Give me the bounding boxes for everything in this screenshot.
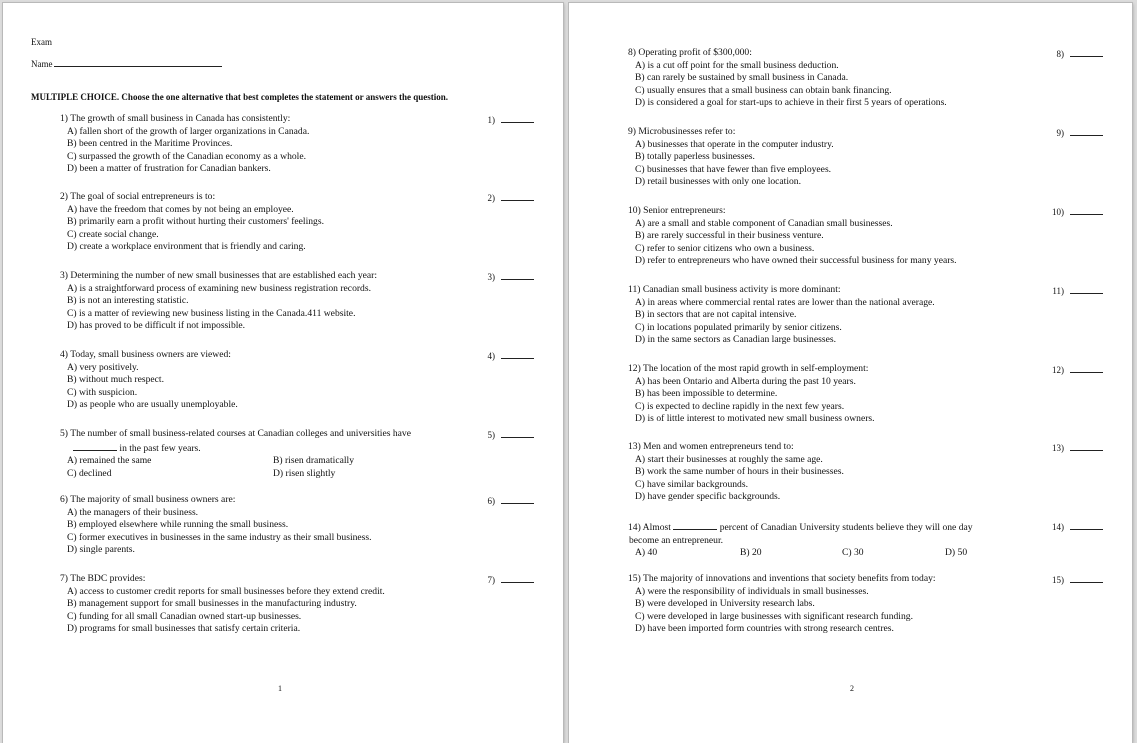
answer-blank <box>1052 363 1103 377</box>
question-stem: 5) The number of small business-related courses at Canadian colleges and universities have <box>60 428 411 439</box>
page-number: 2 <box>850 684 854 693</box>
option-c: C) usually ensures that a small business can obtain bank financing. <box>635 84 892 96</box>
option-d: D) risen slightly <box>273 467 336 479</box>
question-15 <box>628 573 1064 636</box>
answer-blank <box>1052 284 1103 298</box>
option-a: A) in areas where commercial rental rates are lower than the national average. <box>635 296 935 308</box>
question-3 <box>60 270 495 333</box>
question-stem-head: 14) Almost <box>628 522 671 533</box>
question-stem: 2) The goal of social entrepreneurs is to: <box>60 191 216 202</box>
fill-in-blank <box>73 441 117 451</box>
answer-number: 15) <box>1052 575 1064 585</box>
option-c: C) refer to senior citizens who own a business. <box>635 242 815 254</box>
answer-blank <box>488 573 535 587</box>
answer-number: 14) <box>1052 522 1064 532</box>
exam-label: Exam <box>31 37 52 47</box>
question-12 <box>628 363 1064 426</box>
question-stem <box>628 520 1060 535</box>
question-stem: 12) The location of the most rapid growth in self-employment: <box>628 363 869 374</box>
option-b: B) can rarely be sustained by small business in Canada. <box>635 72 849 84</box>
option-c: C) have similar backgrounds. <box>635 478 748 490</box>
question-stem: 7) The BDC provides: <box>60 573 146 584</box>
answer-line <box>1070 284 1103 294</box>
answer-number: 4) <box>487 351 495 361</box>
answer-blank <box>1052 205 1103 219</box>
option-d: D) have been imported form countries with strong research centres. <box>635 623 894 635</box>
option-c: C) former executives in businesses in the same industry as their small business. <box>67 531 372 543</box>
answer-line <box>501 573 534 583</box>
options-grid <box>628 547 1060 560</box>
question-5 <box>60 428 495 480</box>
fill-in-blank <box>673 520 717 530</box>
option-d: D) programs for small businesses that satisfy certain criteria. <box>67 623 301 635</box>
option-c: C) 30 <box>842 547 864 559</box>
answer-blank <box>488 494 535 508</box>
option-b: B) been centred in the Maritime Provinces. <box>67 138 233 150</box>
answer-blank <box>1052 520 1103 534</box>
option-c: C) in locations populated primarily by senior citizens. <box>635 321 842 333</box>
answer-blank <box>488 113 535 127</box>
answer-number: 6) <box>487 496 495 506</box>
answer-line <box>1070 205 1103 215</box>
option-b: B) were developed in University research labs. <box>635 598 815 610</box>
answer-number: 13) <box>1052 443 1064 453</box>
answer-blank <box>488 349 535 363</box>
answer-blank <box>488 270 535 284</box>
question-11 <box>628 284 1064 347</box>
answer-line <box>1070 573 1103 583</box>
option-a: A) very positively. <box>67 361 139 373</box>
answer-number: 11) <box>1052 286 1064 296</box>
question-9 <box>628 126 1064 189</box>
question-stem-tail: in the past few years. <box>119 442 201 454</box>
option-c: C) is expected to decline rapidly in the next few years. <box>635 400 845 412</box>
option-b: B) primarily earn a profit without hurting their customers' feelings. <box>67 216 324 228</box>
answer-number: 3) <box>487 272 495 282</box>
option-a: A) have the freedom that comes by not being an employee. <box>67 203 294 215</box>
answer-number: 8) <box>1056 49 1064 59</box>
answer-line <box>501 270 534 280</box>
answer-number: 2) <box>487 193 495 203</box>
option-b: B) work the same number of hours in their businesses. <box>635 466 844 478</box>
answer-line <box>1070 363 1103 373</box>
answer-line <box>1070 126 1103 136</box>
question-2 <box>60 191 495 254</box>
option-d: D) has proved to be difficult if not impossible. <box>67 320 246 332</box>
question-10 <box>628 205 1064 268</box>
option-c: C) were developed in large businesses with significant research funding. <box>635 610 913 622</box>
answer-line <box>1070 47 1103 57</box>
exam-page-1 <box>3 3 563 743</box>
option-b: B) are rarely successful in their business venture. <box>635 230 824 242</box>
name-field <box>31 58 222 69</box>
option-d: D) create a workplace environment that is friendly and caring. <box>67 241 306 253</box>
option-c: C) create social change. <box>67 228 159 240</box>
answer-number: 5) <box>487 430 495 440</box>
option-b: B) without much respect. <box>67 374 164 386</box>
option-b: B) in sectors that are not capital intensive. <box>635 309 797 321</box>
question-14 <box>628 520 1064 560</box>
question-stem-continued: become an entrepreneur. <box>629 534 724 546</box>
options-grid <box>60 455 491 480</box>
answer-line <box>501 191 534 201</box>
option-a: A) is a straightforward process of examining new business registration records. <box>67 282 371 294</box>
question-stem: 10) Senior entrepreneurs: <box>628 205 726 216</box>
option-a: A) are a small and stable component of Canadian small businesses. <box>635 217 893 229</box>
option-b: B) employed elsewhere while running the small business. <box>67 519 289 531</box>
option-a: A) were the responsibility of individuals in small businesses. <box>635 585 869 597</box>
answer-line <box>501 494 534 504</box>
option-c: C) surpassed the growth of the Canadian economy as a whole. <box>67 150 306 162</box>
option-a: A) start their businesses at roughly the same age. <box>635 453 823 465</box>
question-stem: 13) Men and women entrepreneurs tend to: <box>628 441 794 452</box>
option-b: B) has been impossible to determine. <box>635 388 778 400</box>
answer-blank <box>1057 126 1104 140</box>
option-b: B) 20 <box>740 547 762 559</box>
option-a: A) businesses that operate in the computer industry. <box>635 138 834 150</box>
question-13 <box>628 441 1064 504</box>
option-c: C) is a matter of reviewing new business listing in the Canada.411 website. <box>67 307 356 319</box>
option-d: D) is considered a goal for start-ups to achieve in their first 5 years of operations. <box>635 97 947 109</box>
option-b: B) is not an interesting statistic. <box>67 295 189 307</box>
answer-line <box>501 349 534 359</box>
option-d: D) single parents. <box>67 544 135 556</box>
option-a: A) fallen short of the growth of larger organizations in Canada. <box>67 125 310 137</box>
answer-number: 10) <box>1052 207 1064 217</box>
option-c: C) with suspicion. <box>67 386 138 398</box>
answer-line <box>501 113 534 123</box>
option-a: A) has been Ontario and Alberta during the past 10 years. <box>635 375 856 387</box>
answer-number: 12) <box>1052 365 1064 375</box>
question-stem: 3) Determining the number of new small businesses that are established each year: <box>60 270 378 281</box>
option-d: D) 50 <box>945 547 968 559</box>
option-c: C) funding for all small Canadian owned start-up businesses. <box>67 610 302 622</box>
option-d: D) as people who are usually unemployable. <box>67 399 238 411</box>
option-d: D) have gender specific backgrounds. <box>635 491 781 503</box>
question-stem: 11) Canadian small business activity is more dominant: <box>628 284 841 295</box>
question-stem: 6) The majority of small business owners are: <box>60 494 236 505</box>
question-stem: 1) The growth of small business in Canada has consistently: <box>60 113 291 124</box>
page-number: 1 <box>278 684 282 693</box>
name-label: Name <box>31 59 53 69</box>
option-c: C) declined <box>67 467 112 479</box>
answer-blank <box>488 191 535 205</box>
question-stem-continued <box>60 441 491 456</box>
answer-number: 7) <box>487 575 495 585</box>
answer-blank <box>1052 573 1103 587</box>
answer-number: 1) <box>487 115 495 125</box>
answer-line <box>1070 441 1103 451</box>
answer-blank <box>1057 47 1104 61</box>
answer-line <box>1070 520 1103 530</box>
option-b: B) management support for small businesses in the manufacturing industry. <box>67 598 357 610</box>
answer-blank <box>488 428 535 442</box>
answer-blank <box>1052 441 1103 455</box>
instructions: MULTIPLE CHOICE. Choose the one alternative that best completes the statement or answers the question. <box>31 92 448 102</box>
name-blank-line <box>54 58 222 67</box>
question-stem-tail: percent of Canadian University students believe they will one day <box>719 522 973 533</box>
option-a: A) 40 <box>635 547 658 559</box>
option-d: D) refer to entrepreneurs who have owned their successful business for many years. <box>635 255 957 267</box>
question-1 <box>60 113 495 176</box>
option-b: B) risen dramatically <box>273 455 354 467</box>
option-d: D) been a matter of frustration for Canadian bankers. <box>67 163 271 175</box>
option-a: A) is a cut off point for the small business deduction. <box>635 59 839 71</box>
question-6 <box>60 494 495 557</box>
option-d: D) in the same sectors as Canadian large businesses. <box>635 334 836 346</box>
option-b: B) totally paperless businesses. <box>635 151 755 163</box>
answer-number: 9) <box>1056 128 1064 138</box>
exam-page-2 <box>569 3 1132 743</box>
option-a: A) remained the same <box>67 455 152 467</box>
question-4 <box>60 349 495 412</box>
option-d: D) is of little interest to motivated new small business owners. <box>635 413 875 425</box>
question-stem: 15) The majority of innovations and inventions that society benefits from today: <box>628 573 936 584</box>
option-d: D) retail businesses with only one location. <box>635 176 801 188</box>
question-stem: 4) Today, small business owners are viewed: <box>60 349 231 360</box>
question-8 <box>628 47 1064 110</box>
answer-line <box>501 428 534 438</box>
question-stem: 9) Microbusinesses refer to: <box>628 126 736 137</box>
option-a: A) the managers of their business. <box>67 506 199 518</box>
question-7 <box>60 573 495 636</box>
option-a: A) access to customer credit reports for small businesses before they extend credit. <box>67 585 385 597</box>
option-c: C) businesses that have fewer than five employees. <box>635 163 832 175</box>
question-stem: 8) Operating profit of $300,000: <box>628 47 752 58</box>
